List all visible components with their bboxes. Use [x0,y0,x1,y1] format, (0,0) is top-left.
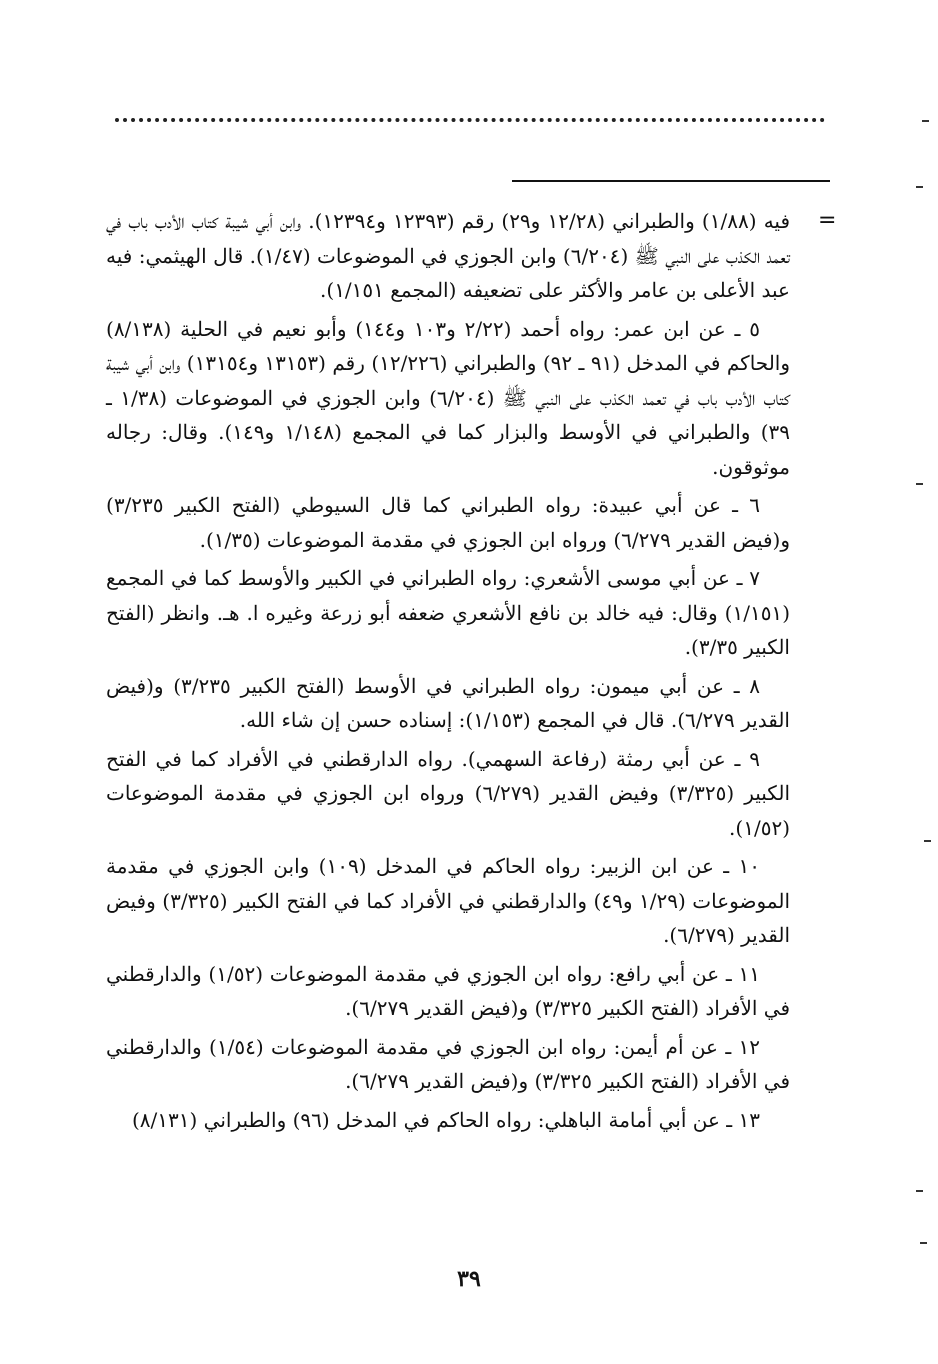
footnote-9: ٩ ـ عن أبي رمثة (رفاعة السهمي). رواه الدارقطني في الأفراد كما في الفتح الكبير (٣/٣٢٥) وفيض القدير (٦/٢٧٩) ورواه ابن الجوزي في مقدمة الموضوعات (١/٥٢). [106,746,790,840]
footnote-12: ١٢ ـ عن أم أيمن: رواه ابن الجوزي في مقدمة الموضوعات (١/٥٤) والدارقطني في الأفراد (الفتح الكبير ٣/٣٢٥) و(فيض القدير ٦/٢٧٩). [106,1034,790,1093]
margin-tick [916,186,923,188]
footnote-10: ١٠ ـ عن ابن الزبير: رواه الحاكم في المدخل (١٠٩) وابن الجوزي في مقدمة الموضوعات (١/٢٩ و٤٩) والدارقطني في الأفراد كما في الفتح الكبير (٣/٣٢٥) وفيض القدير (٦/٢٧٩). [106,854,791,947]
footnote-6: ٦ ـ عن أبي عبيدة: رواه الطبراني كما قال السيوطي (الفتح الكبير ٣/٢٣٥) و(فيض القدير ٦/٢٧٩) ورواه ابن الجوزي في مقدمة الموضوعات (١/٣٥). [106,493,790,552]
footnote-continuation: فيه (١/٨٨) والطبراني (١٢/٢٨ و٢٩) رقم (١٢٣٩٣ و١٢٣٩٤). وابن أبي شيبة كتاب الأدب باب في تعمد الكذب على النبي ﷺ (٦/٢٠٤) وابن الجوزي في الموضوعات (١/٤٧). قال الهيثمي: فيه عبد الأعلى بن عامر والأكثر على تضعيفه (المجمع ١/١٥١). [106,209,791,302]
continuation-mark: = [818,208,837,233]
margin-tick [916,483,923,485]
dotted-separator [115,118,825,122]
footnote-7: ٧ ـ عن أبي موسى الأشعري: رواه الطبراني في الكبير والأوسط كما في المجمع (١/١٥١) وقال: فيه خالد بن نافع الأشعري ضعفه أبو زرعة وغيره ا. هـ. وانظر (الفتح الكبير ٣/٣٥). [106,566,790,659]
footnote-8: ٨ ـ عن أبي ميمون: رواه الطبراني في الأوسط (الفتح الكبير ٣/٢٣٥) و(فيض القدير ٦/٢٧٩). قال في المجمع (١/١٥٣): إسناده حسن إن شاء الله. [106,673,790,732]
footnote-13: ١٣ ـ عن أبي أمامة الباهلي: رواه الحاكم في المدخل (٩٦) والطبراني (٨/١٣١) [131,1107,760,1132]
footnote-5: ٥ ـ عن ابن عمر: رواه أحمد (٢/٢٢ و١٠٣ و١٤٤) وأبو نعيم في الحلية (٨/١٣٨) والحاكم في المدخل (٩١ ـ ٩٢) والطبراني (١٢/٢٢٦) رقم (١٣١٥٣ و١٣١٥٤) وابن أبي شيبة كتاب الأدب باب في تعمد الكذب على النبي ﷺ (٦/٢٠٤) وابن الجوزي في الموضوعات (١/٣٨ ـ ٣٩) والطبراني في الأوسط والبزار كما في المجمع (١/١٤٨ و١٤٩). وقال: رجاله موثوقون. [106,316,791,479]
margin-tick [916,1190,923,1192]
page-number: ٣٩ [457,1266,481,1292]
footnote-11: ١١ ـ عن أبي رافع: رواه ابن الجوزي في مقدمة الموضوعات (١/٥٢) والدارقطني في الأفراد (الفتح الكبير ٣/٣٢٥) و(فيض القدير ٦/٢٧٩). [106,961,790,1020]
margin-tick [924,840,931,842]
margin-tick [920,1242,927,1244]
footnote-rule [512,180,830,182]
margin-tick [922,120,929,122]
footnotes-block [106,204,790,1141]
